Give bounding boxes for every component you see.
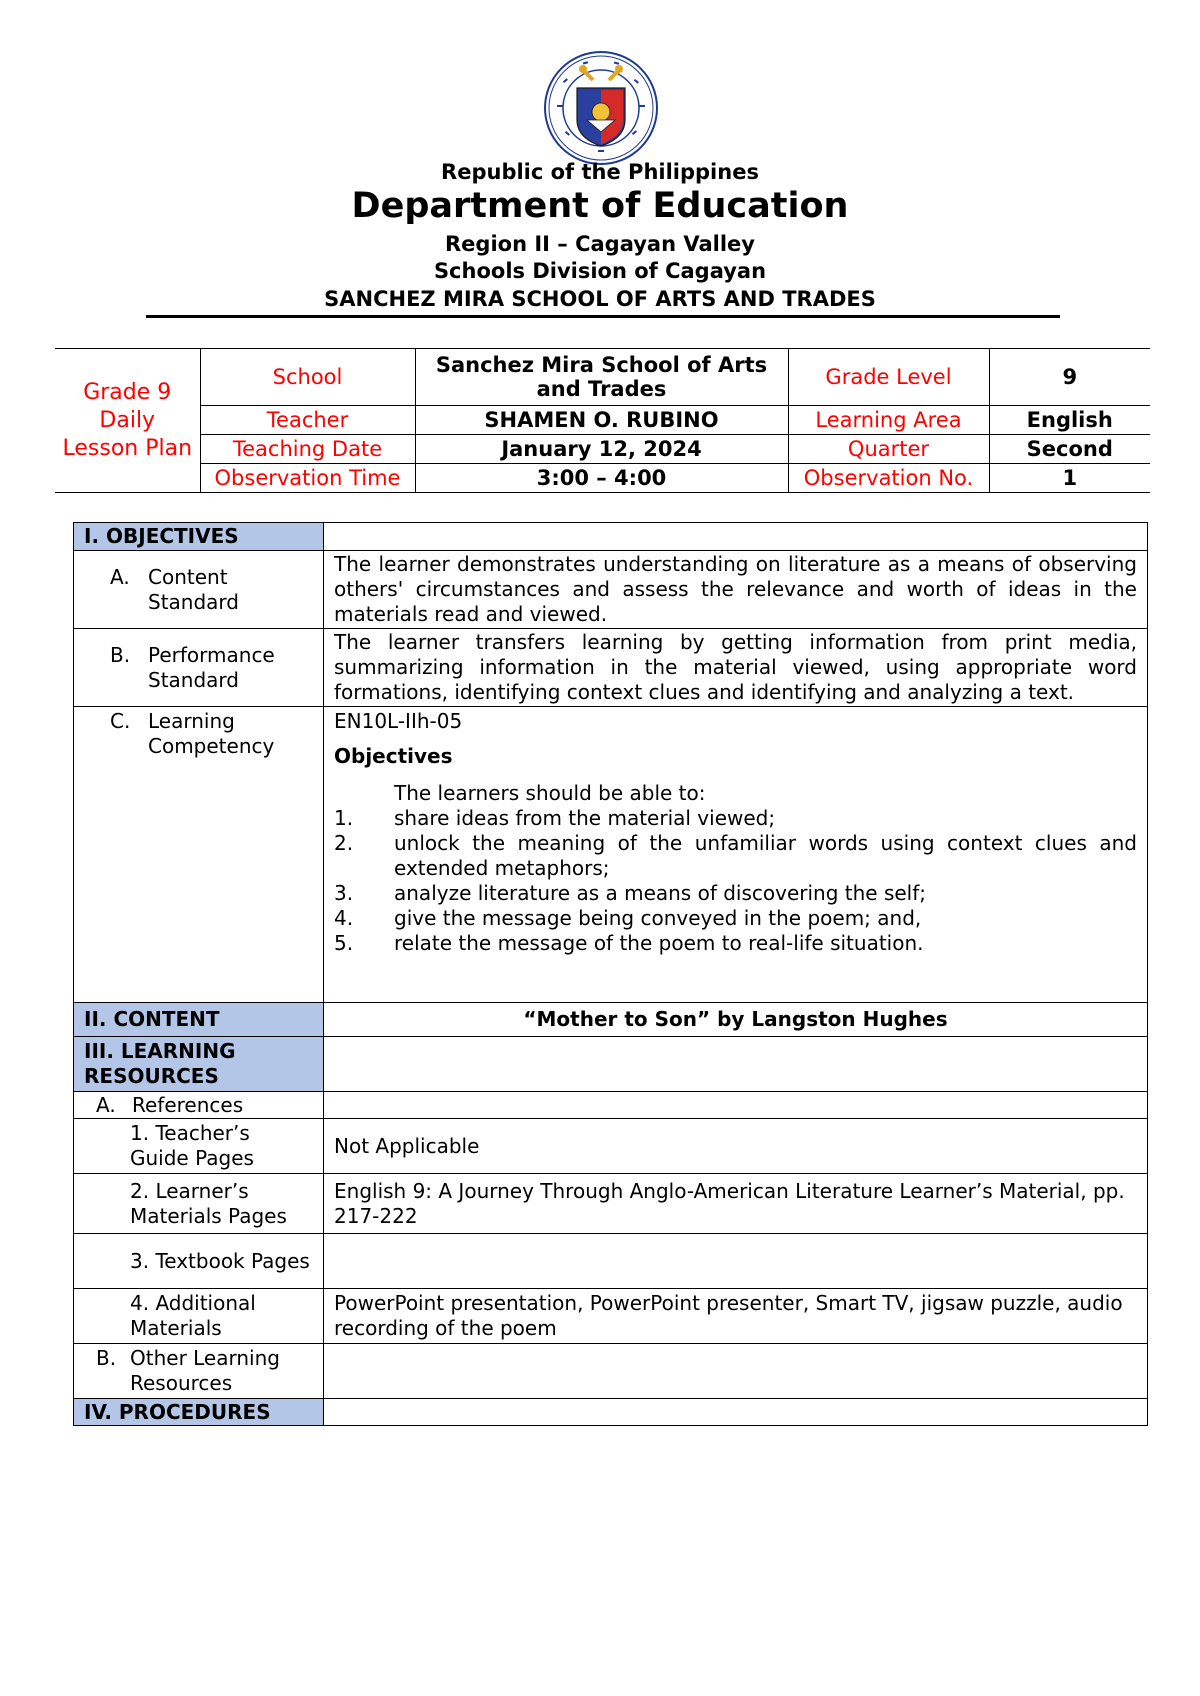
teaching-date-label: Teaching Date — [200, 435, 415, 464]
lesson-info-table — [55, 348, 1150, 493]
division-heading: Schools Division of Cagayan — [433, 259, 767, 283]
procedures-heading: IV. PROCEDURES — [74, 1399, 324, 1426]
other-resources-value — [324, 1344, 1148, 1399]
teaching-date-value: January 12, 2024 — [415, 435, 788, 464]
observation-no-label: Observation No. — [788, 464, 989, 493]
republic-heading: Republic of the Philippines — [441, 160, 759, 184]
quarter-label: Quarter — [788, 435, 989, 464]
objectives-heading: I. OBJECTIVES — [74, 523, 324, 551]
performance-standard-cell — [74, 629, 324, 707]
textbook-pages-label: 3. Textbook Pages — [74, 1234, 324, 1289]
content-standard-cell — [74, 551, 324, 629]
school-label: School — [200, 349, 415, 406]
observation-no-value: 1 — [989, 464, 1150, 493]
learning-area-label: Learning Area — [788, 406, 989, 435]
quarter-value: Second — [989, 435, 1150, 464]
learning-competency-label: Learning Competency — [148, 709, 275, 758]
learning-competency-cell — [74, 707, 324, 1003]
region-heading: Region II – Cagayan Valley — [445, 232, 755, 256]
content-standard-text: The learner demonstrates understanding on literature as a means of observing others' circumstances and assess the relevance and worth of ideas in the materials read and viewed. — [324, 551, 1148, 629]
teachers-guide-label: 1. Teacher’s Guide Pages — [74, 1119, 324, 1174]
performance-standard-marker: B. — [110, 642, 131, 667]
grade-level-value: 9 — [989, 349, 1150, 406]
teacher-label: Teacher — [200, 406, 415, 435]
school-value: Sanchez Mira School of Arts and Trades — [415, 349, 788, 406]
department-heading: Department of Education — [351, 186, 849, 226]
learning-area-value: English — [989, 406, 1150, 435]
references-label: References — [132, 1092, 244, 1117]
lesson-plan-title: Grade 9 Daily Lesson Plan — [55, 349, 200, 493]
deped-seal-logo — [543, 50, 659, 166]
objectives-list — [334, 806, 1137, 956]
teachers-guide-value: Not Applicable — [324, 1119, 1148, 1174]
observation-time-value: 3:00 – 4:00 — [415, 464, 788, 493]
school-heading: SANCHEZ MIRA SCHOOL OF ARTS AND TRADES — [324, 287, 876, 311]
performance-standard-text: The learner transfers learning by getting information from print media, summarizing information in the material viewed, using appropriate word formations, identifying context clues and identifying and analyzing a text. — [324, 629, 1148, 707]
observation-time-label: Observation Time — [200, 464, 415, 493]
other-resources-cell — [74, 1344, 324, 1399]
teacher-value: SHAMEN O. RUBINO — [415, 406, 788, 435]
objectives-intro: The learners should be able to: — [394, 781, 706, 805]
content-title: “Mother to Son” by Langston Hughes — [324, 1003, 1148, 1037]
other-resources-marker: B. — [96, 1346, 117, 1370]
references-cell — [74, 1092, 324, 1119]
list-item: 5. relate the message of the poem to real-life situation. — [334, 931, 924, 955]
content-standard-marker: A. — [110, 564, 130, 589]
additional-materials-value: PowerPoint presentation, PowerPoint presenter, Smart TV, jigsaw puzzle, audio recording of the poem — [324, 1289, 1148, 1344]
lesson-plan-table — [73, 522, 1148, 1426]
grade-level-label: Grade Level — [788, 349, 989, 406]
list-item: 1. share ideas from the material viewed; — [334, 806, 776, 830]
content-standard-label: Content Standard — [148, 564, 239, 614]
list-item: 3. analyze literature as a means of discovering the self; — [334, 881, 927, 905]
other-resources-label: Other Learning Resources — [130, 1346, 280, 1395]
textbook-pages-value — [324, 1234, 1148, 1289]
content-heading: II. CONTENT — [74, 1003, 324, 1037]
objectives-subheading: Objectives — [334, 744, 453, 768]
learners-materials-label: 2. Learner’s Materials Pages — [74, 1174, 324, 1234]
header-divider — [146, 315, 1060, 318]
learners-materials-value: English 9: A Journey Through Anglo-American Literature Learner’s Material, pp. 217-222 — [324, 1174, 1148, 1234]
list-item: 2. unlock the meaning of the unfamiliar words using context clues and extended metaphors; — [334, 831, 1137, 880]
additional-materials-label: 4. Additional Materials — [74, 1289, 324, 1344]
competency-code: EN10L-IIh-05 — [334, 709, 463, 733]
learning-competency-details — [324, 707, 1148, 1003]
list-item: 4. give the message being conveyed in the poem; and, — [334, 906, 922, 930]
performance-standard-label: Performance Standard — [148, 642, 275, 692]
learning-resources-heading: III. LEARNING RESOURCES — [74, 1037, 324, 1092]
references-marker: A. — [96, 1092, 116, 1117]
learning-competency-marker: C. — [110, 709, 131, 733]
